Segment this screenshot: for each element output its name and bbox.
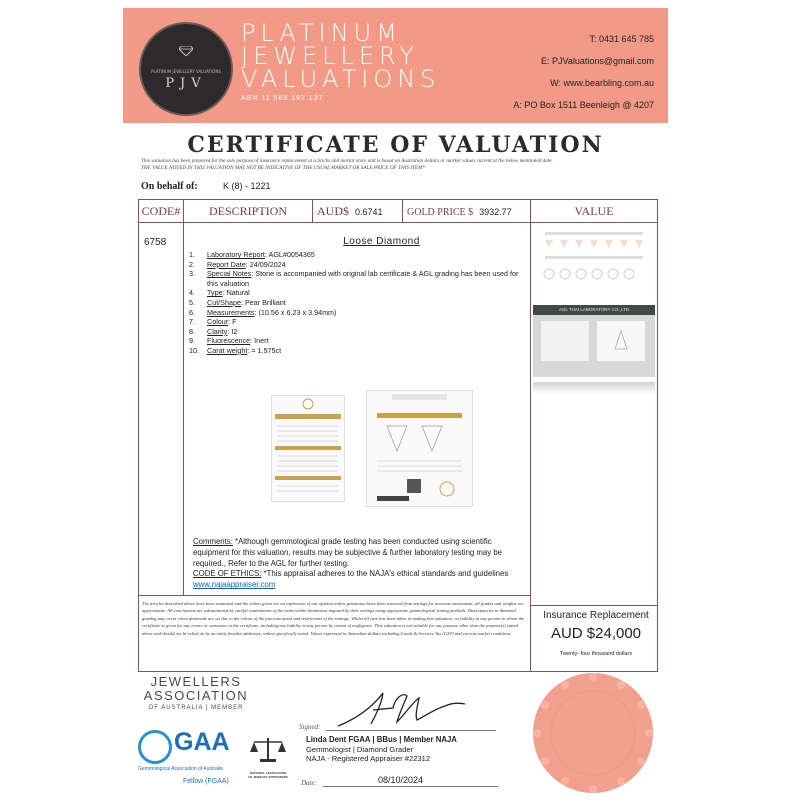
signer-block [306,735,457,764]
list-item: 5. Cut/Shape: Pear Brilliant [189,297,286,307]
date-line [323,786,498,787]
pjv-logo [139,22,233,116]
brand-name [241,19,441,93]
header-gold-price [403,200,531,223]
insurance-value: AUD $24,000 [550,625,642,642]
comments-label: Comments: [193,537,233,546]
divider [139,595,530,596]
valuation-table [138,199,658,672]
logo-initials: PJV [165,76,207,91]
behalf-value: K (8) - 1221 [223,181,271,191]
report-page-image [366,390,473,507]
list-item: 7. Colour: F [189,317,237,327]
letterhead [123,8,668,123]
disclaimer-line-2: THE VALUE NOTED IN THIS VALUATION MAY NOT BE INDICATIVE OF THE USUAL MARKET OR SALE PRICE OF THIS ITEM* [141,165,426,171]
signer-registration: NAJA - Registered Appraiser #22312 [306,754,431,763]
header-description: DESCRIPTION [184,200,313,223]
certificate-page [123,8,668,792]
embossed-seal [533,673,653,793]
lab-card-diamond-image [597,321,645,361]
gaa-text: GAA [174,728,230,756]
gaa-fellow: Fellow (FGAA) [183,778,229,785]
ethics-label: CODE OF ETHICS: [193,569,262,579]
list-item: 9. Fluorescence: Inert [189,336,269,346]
naja-logo [248,736,288,779]
brand-line-1: PLATINUM [241,19,402,47]
diamond-icon [179,46,193,56]
lab-card-text-block [541,321,589,361]
header-code: CODE# [139,200,184,223]
aud-value: 0.6741 [355,207,383,217]
page-title: CERTIFICATE OF VALUATION [187,132,604,158]
insurance-label: Insurance Replacement [543,610,649,621]
contact-address: A: PO Box 1511 Beenleigh @ 4207 [513,100,654,110]
gaa-subtitle: Gemmological Association of Australia [138,766,223,772]
header-value: VALUE [531,200,657,223]
item-title: Loose Diamond [343,236,420,247]
signer-name: Linda Dent FGAA | BBus | Member NAJA [306,735,457,744]
brand-line-2: JEWELLERY [241,42,419,70]
divider [530,222,531,671]
list-item: 4. Type: Natural [189,288,250,298]
item-code: 6758 [144,237,167,248]
naja-link[interactable]: www.najaappraiser.com [193,580,276,590]
list-item: 3. Special Notes: Stone is accompanied with original lab certificate & AGL grading has been used for this valuation [189,269,519,288]
ja-line-3: OF AUSTRALIA | MEMBER [148,705,244,711]
brand-line-3: VALUATIONS [241,65,441,93]
grading-chart-image [535,230,653,292]
gaa-emblem-icon [138,730,172,764]
contact-website[interactable]: W: www.bearbling.com.au [550,78,654,88]
lab-card-reflection [533,382,655,394]
valuation-disclaimer [141,158,661,172]
scales-icon [248,736,288,764]
divider [530,605,657,606]
signer-title: Gemmologist | Diamond Grader [306,744,414,754]
signature-image [333,688,473,730]
contact-phone: T: 0431 645 785 [589,34,654,44]
comments-text: *Although gemmological grade testing has been conducted using scientific equipment for this valuation, results may be subjective & further laboratory testing may be required., Refer to the AGL for further testing. [193,537,502,568]
gold-label: GOLD PRICE $ [407,207,474,218]
signed-label: Signed: [299,723,321,731]
logo-tagline: PLATINUM JEWELLERY VALUATIONS [151,69,221,74]
behalf-label: On behalf of: [141,181,198,192]
list-item: 2. Report Date: 24/09/2024 [189,259,286,269]
item-details-list [189,250,519,356]
jewellers-association-logo [141,675,251,711]
contact-email[interactable]: E: PJValuations@gmail.com [540,56,654,66]
date-label: Date: [301,779,317,787]
list-item: 6. Measurements: (10.56 x 6.23 x 3.94mm) [189,307,337,317]
ethics-text: *This appraisal adheres to the NAJA's ethical standards and guidelines [261,569,509,579]
naja-text: NATIONAL ASSOCIATION OF JEWELRY APPRAISERS [248,771,288,779]
report-page-image [271,395,345,502]
aud-label: AUD$ [317,204,349,218]
comments-section [193,537,528,591]
insurance-words: Twenty- four thousand dollars [559,651,633,657]
signature-line [326,730,496,731]
disclaimer-line-1: This valuation has been prepared for the sole purpose of insurance replacement at a bricks and mortar store and is based on Australian dollars or market values current at the below mentioned date. [141,158,553,164]
divider [183,222,184,595]
list-item: 1. Laboratory Report: AGL#0054365 [189,250,315,259]
date-value: 08/10/2024 [378,775,424,785]
terms-fineprint: The articles described above have been examined and the values given are an expression of our opinion unless gemstones have been removed from settings for accurate assessment, all grades and weights are approximate. All conclusions are substantiated by careful examination of the items within limitations imposed by their settings using appropriate gemmological testing methods. Discrepancies in diamond grading may occur when diamonds are set due to the colour of the precious metal and restrictions of the settings. Whilst all care has been taken in making this valuation, no liability to any person to whom the certificate is given for any errors or omissions in the certificate, including any liability to any person by reason of negligence. This valuation is not suitable for any purpose other than the purpose(s) stated above and should not be relied on by an entity besides addressee, unless specifically noted. Values expressed in Australian dollars including Goods & Services Tax (GST) and current market conditions. [142,601,525,636]
header-aud [313,200,403,223]
list-item: 10. Carat weight: = 1.575ct [189,345,282,355]
abn-number: ABN 11 588 192 137 [241,95,324,102]
lab-card-photo [533,305,655,377]
lab-report-thumbnail [271,390,511,510]
lab-card-header: AGL THAI LABORATORY CO.,LTD [533,305,655,315]
ja-line-2: ASSOCIATION [143,688,249,703]
ja-line-1: JEWELLERS [150,674,242,689]
list-item: 8. Clarity: I2 [189,326,238,336]
gold-value: 3932.77 [479,207,512,217]
